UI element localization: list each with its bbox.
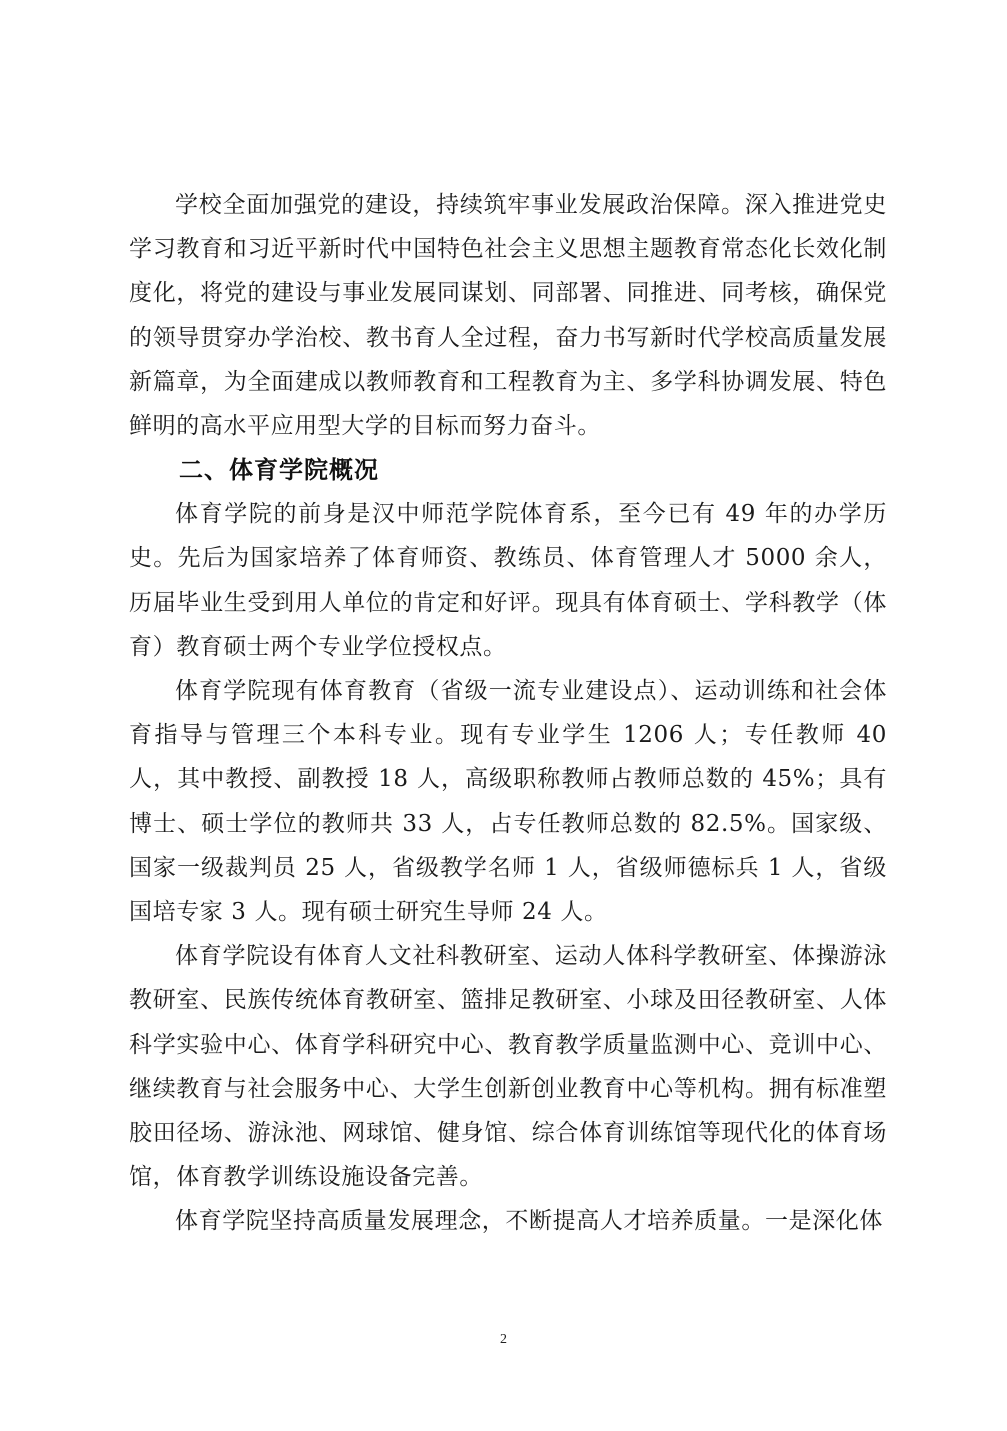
paragraph-party-building: 学校全面加强党的建设，持续筑牢事业发展政治保障。深入推进党史学习教育和习近平新时代中国特色社会主义思想主题教育常态化长效化制度化，将党的建设与事业发展同谋划、同部署、同推进、同考核，确保党的领导贯穿办学治校、教书育人全过程，奋力书写新时代学校高质量发展新篇章，为全面建成以教师教育和工程教育为主、多学科协调发展、特色鲜明的高水平应用型大学的目标而努力奋斗。 bbox=[129, 192, 887, 440]
paragraph-facilities: 体育学院设有体育人文社科教研室、运动人体科学教研室、体操游泳教研室、民族传统体育教研室、篮排足教研室、小球及田径教研室、人体科学实验中心、体育学科研究中心、教育教学质量监测中心、竞训中心、继续教育与社会服务中心、大学生创新创业教育中心等机构。拥有标准塑胶田径场、游泳池、网球馆、健身馆、综合体育训练馆等现代化的体育场馆，体育教学训练设施设备完善。 bbox=[129, 943, 887, 1191]
paragraph-majors-faculty: 体育学院现有体育教育（省级一流专业建设点）、运动训练和社会体育指导与管理三个本科专业。现有专业学生 1206 人；专任教师 40 人，其中教授、副教授 18 人，高级职称教师占教师总数的 45%；具有博士、硕士学位的教师共 33 人，占专任教师总数的 82.5%。国家级、国家一级裁判员 25 人，省级教学名师 1 人，省级师德标兵 1 人，省级国培专家 3 人。现有硕士研究生导师 24 人。 bbox=[129, 678, 887, 926]
document-body bbox=[129, 183, 887, 1244]
section-heading: 二、体育学院概况 bbox=[179, 456, 379, 485]
page-number: 2 bbox=[500, 1332, 507, 1347]
paragraph-history: 体育学院的前身是汉中师范学院体育系，至今已有 49 年的办学历史。先后为国家培养了体育师资、教练员、体育管理人才 5000 余人，历届毕业生受到用人单位的肯定和好评。现具有体育硕士、学科教学（体育）教育硕士两个专业学位授权点。 bbox=[129, 501, 887, 660]
paragraph-quality: 体育学院坚持高质量发展理念，不断提高人才培养质量。一是深化体 bbox=[175, 1208, 883, 1235]
